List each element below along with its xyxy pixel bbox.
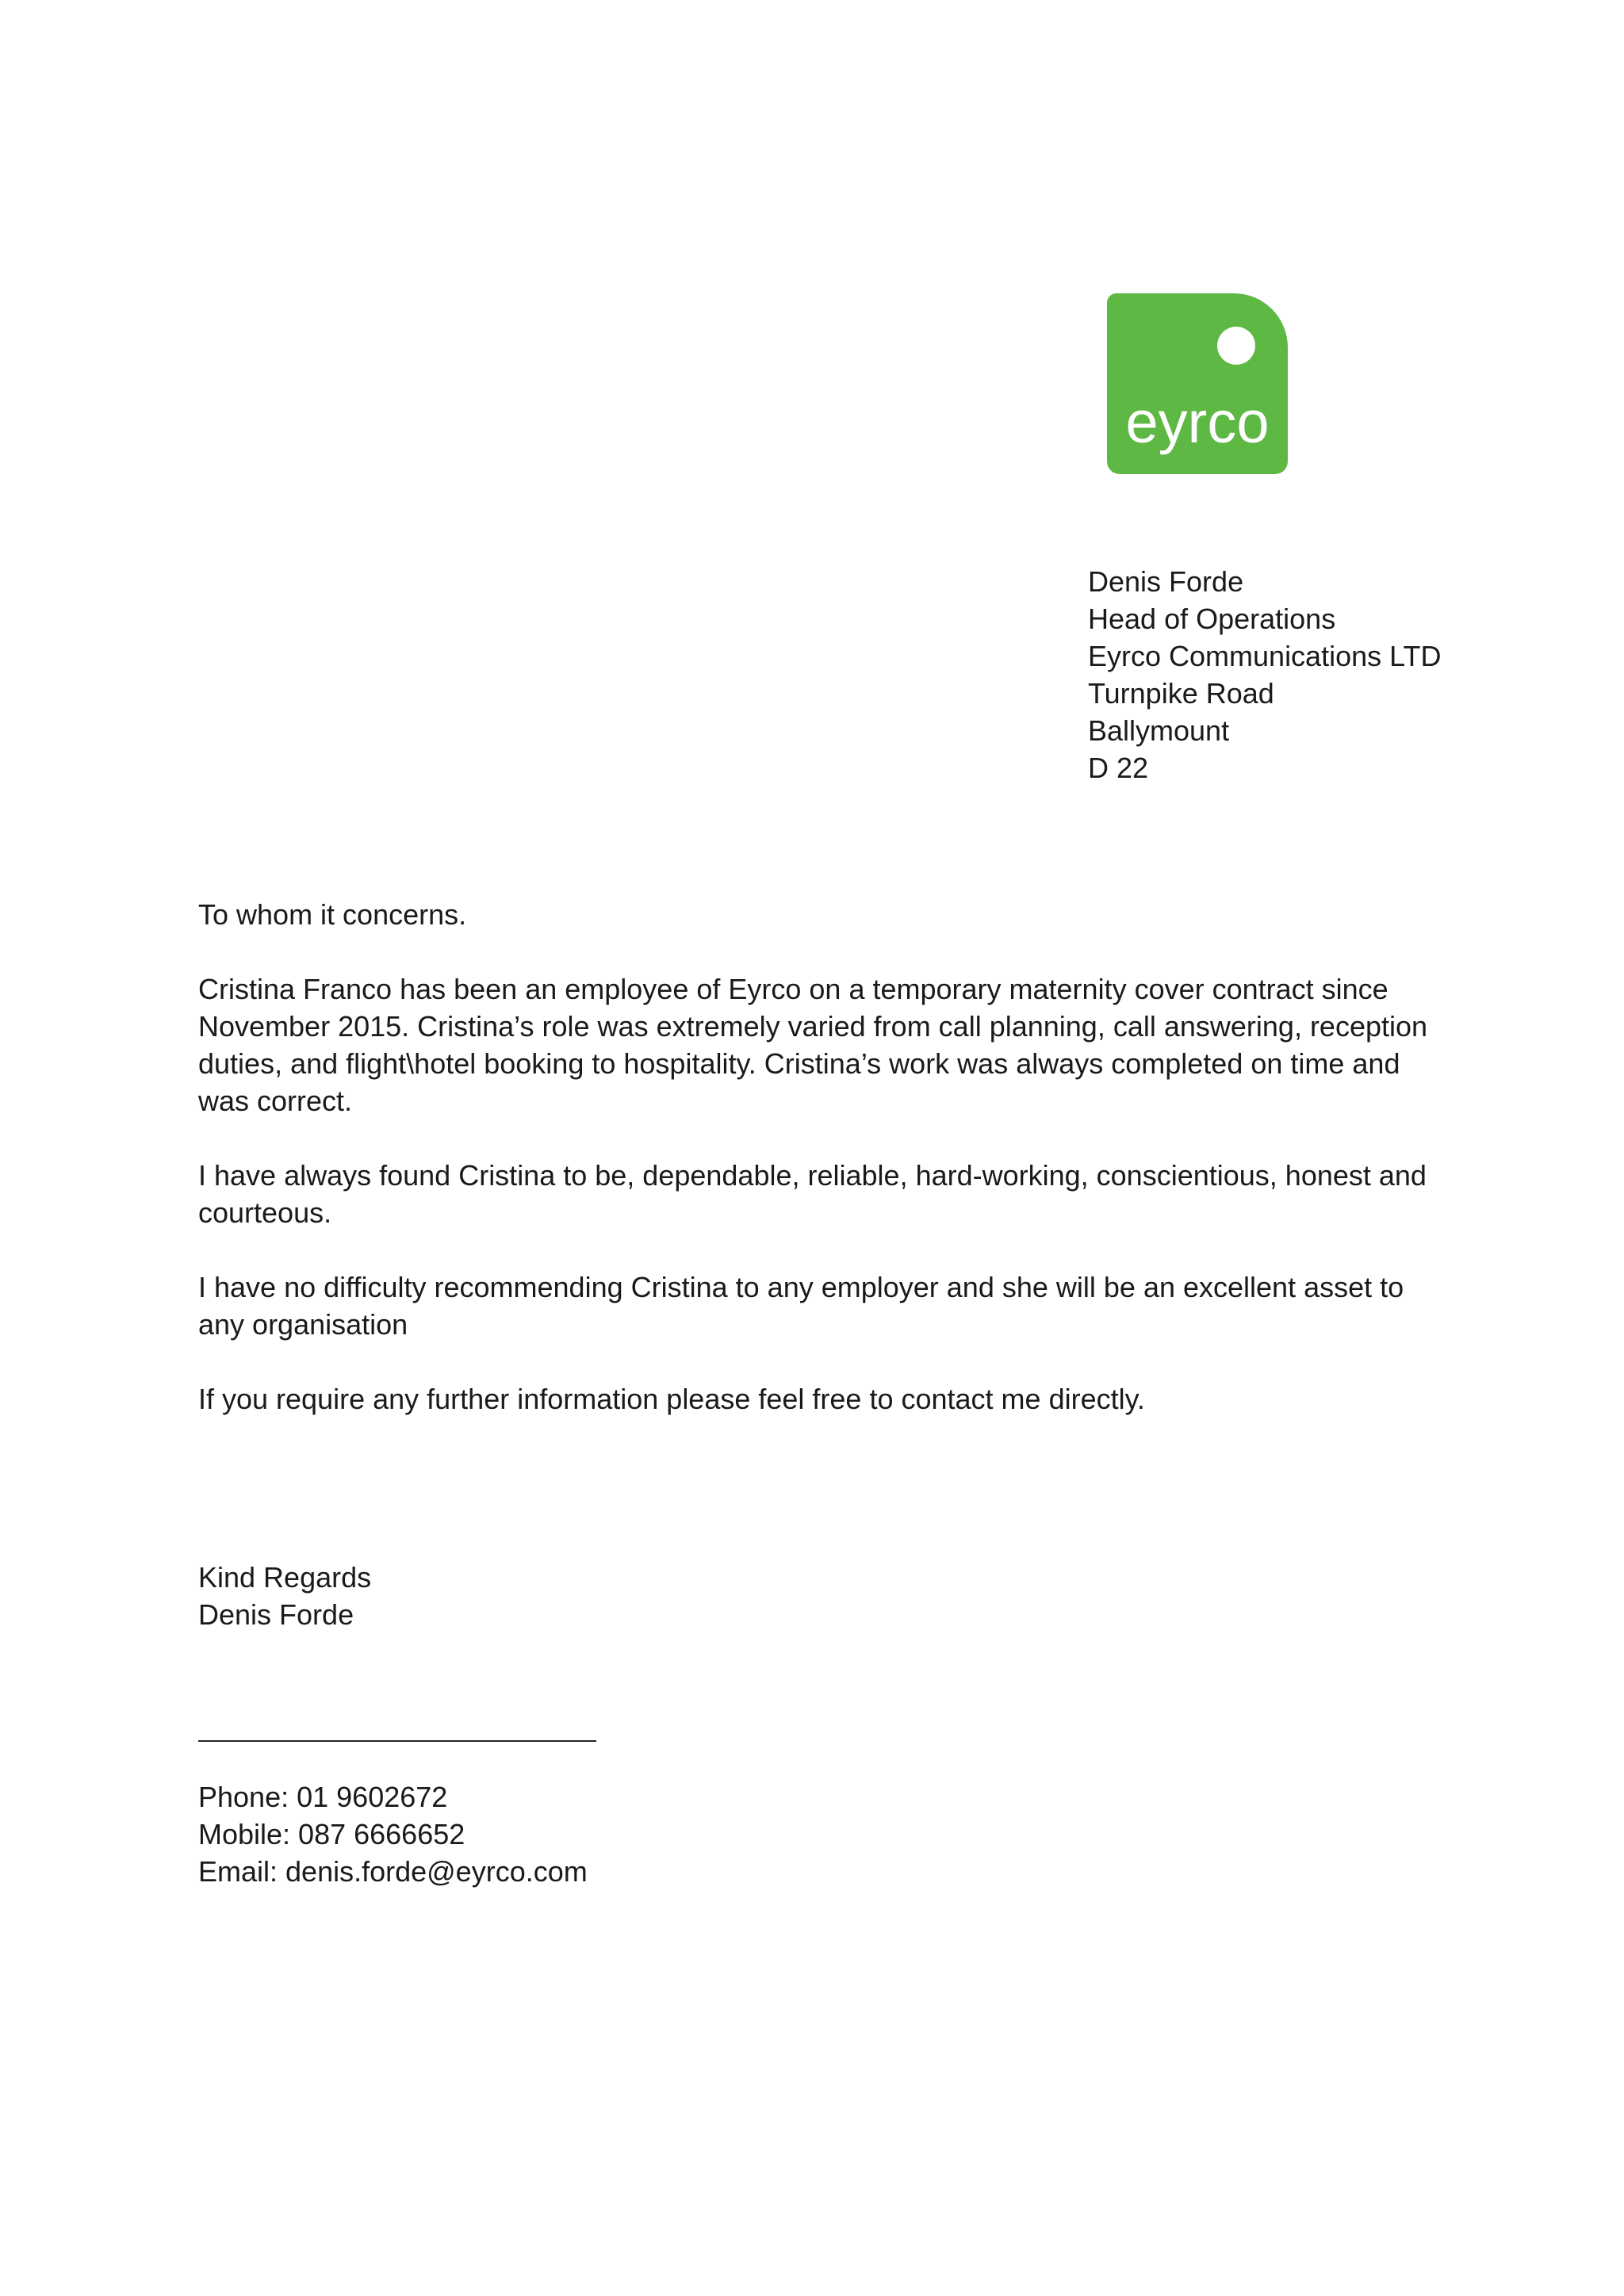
signature-line	[198, 1740, 596, 1742]
paragraph-employment: Cristina Franco has been an employee of Eyrco on a temporary maternity cover contract since November 2015. Cristina’s role was extremely varied from call planning, call answering, reception duties, and flight\hotel booking to hospitality. Cristina’s work was always completed on time and was correct.	[198, 973, 1428, 1117]
sender-company: Eyrco Communications LTD	[1088, 640, 1442, 672]
closing-name: Denis Forde	[198, 1598, 354, 1631]
contact-mobile: Mobile: 087 6666652	[198, 1818, 465, 1850]
paragraph-recommendation: I have no difficulty recommending Cristina to any employer and she will be an excellent asset to any organisation	[198, 1271, 1404, 1341]
closing-regards: Kind Regards	[198, 1561, 372, 1594]
contact-details	[198, 1778, 588, 1890]
contact-email[interactable]: Email: denis.forde@eyrco.com	[198, 1855, 588, 1888]
paragraph-qualities: I have always found Cristina to be, dependable, reliable, hard-working, conscientious, honest and courteous.	[198, 1159, 1427, 1229]
paragraph-contact-offer: If you require any further information please feel free to contact me directly.	[198, 1383, 1145, 1415]
salutation: To whom it concerns.	[198, 898, 467, 931]
closing	[198, 1559, 371, 1633]
sender-name: Denis Forde	[1088, 565, 1244, 598]
logo-dot	[1217, 327, 1255, 365]
sender-street: Turnpike Road	[1088, 677, 1274, 710]
sender-title: Head of Operations	[1088, 603, 1336, 635]
sender-area: Ballymount	[1088, 714, 1230, 747]
logo-wordmark: eyrco	[1125, 389, 1270, 455]
letter-body	[198, 896, 1451, 1455]
sender-address	[1088, 563, 1595, 786]
sender-postcode: D 22	[1088, 752, 1149, 784]
eyrco-logo-icon	[1107, 293, 1288, 474]
contact-phone: Phone: 01 9602672	[198, 1781, 448, 1813]
